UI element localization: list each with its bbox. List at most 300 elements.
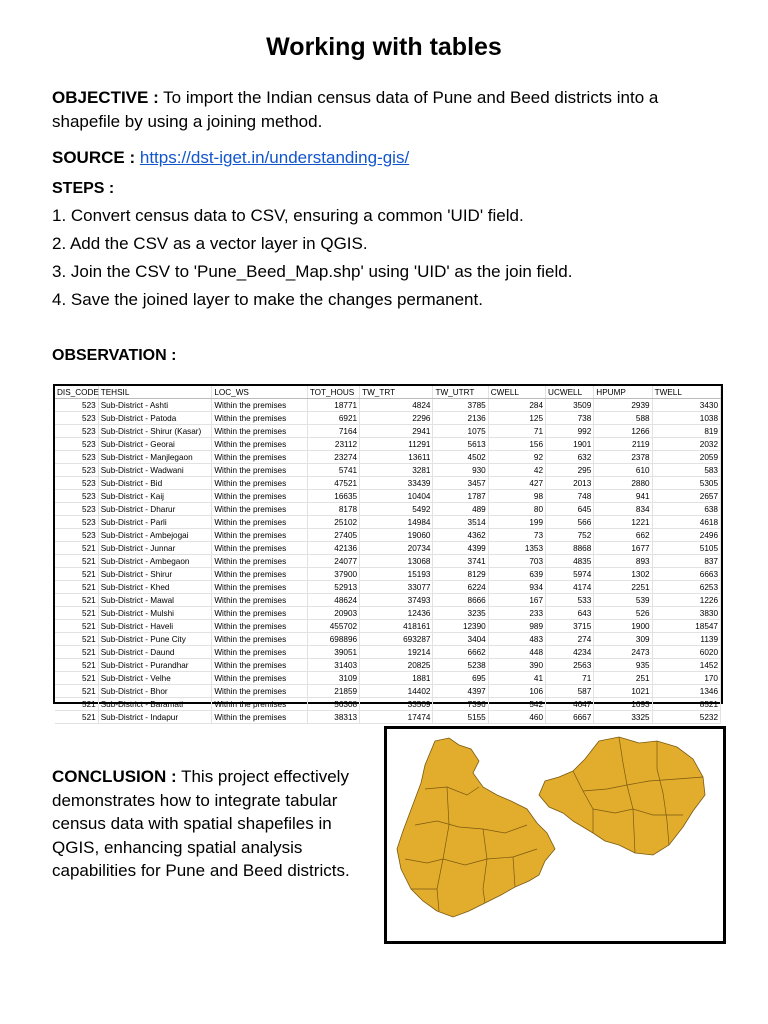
table-cell: 521: [55, 542, 98, 555]
table-cell: 5232: [652, 711, 720, 724]
table-cell: 542: [488, 698, 545, 711]
table-cell: 3715: [546, 620, 594, 633]
table-cell: 10404: [360, 490, 433, 503]
table-cell: 1038: [652, 412, 720, 425]
census-table: [55, 386, 721, 724]
table-row: [55, 529, 721, 542]
table-cell: 11291: [360, 438, 433, 451]
table-cell: 27405: [307, 529, 359, 542]
table-header-cell: CWELL: [488, 386, 545, 399]
table-cell: 8129: [433, 568, 488, 581]
table-cell: 125: [488, 412, 545, 425]
objective-label: OBJECTIVE :: [52, 88, 159, 107]
table-row: [55, 399, 721, 412]
table-cell: 4397: [433, 685, 488, 698]
table-cell: Sub-District - Parli: [98, 516, 212, 529]
table-cell: Sub-District - Purandhar: [98, 659, 212, 672]
table-cell: Sub-District - Georai: [98, 438, 212, 451]
table-cell: Sub-District - Ambegaon: [98, 555, 212, 568]
table-cell: 455702: [307, 620, 359, 633]
table-cell: 1787: [433, 490, 488, 503]
table-cell: 42136: [307, 542, 359, 555]
table-cell: 92: [488, 451, 545, 464]
table-cell: 73: [488, 529, 545, 542]
table-cell: 587: [546, 685, 594, 698]
observation-label: OBSERVATION :: [52, 347, 177, 364]
table-cell: 5613: [433, 438, 488, 451]
table-cell: 3430: [652, 399, 720, 412]
table-cell: Sub-District - Pune City: [98, 633, 212, 646]
table-cell: Sub-District - Manjlegaon: [98, 451, 212, 464]
table-cell: 588: [594, 412, 652, 425]
table-cell: 170: [652, 672, 720, 685]
table-cell: 37900: [307, 568, 359, 581]
table-cell: 2136: [433, 412, 488, 425]
table-row: [55, 412, 721, 425]
table-cell: Within the premises: [212, 620, 308, 633]
source-label: SOURCE :: [52, 148, 136, 167]
table-cell: 583: [652, 464, 720, 477]
table-cell: 566: [546, 516, 594, 529]
table-cell: Sub-District - Khed: [98, 581, 212, 594]
table-cell: 251: [594, 672, 652, 685]
table-cell: 6224: [433, 581, 488, 594]
table-cell: 80: [488, 503, 545, 516]
table-cell: 992: [546, 425, 594, 438]
table-cell: 752: [546, 529, 594, 542]
table-cell: 4234: [546, 646, 594, 659]
table-cell: 295: [546, 464, 594, 477]
table-cell: 521: [55, 581, 98, 594]
table-cell: 1881: [360, 672, 433, 685]
step-item-1: 1. Convert census data to CSV, ensuring a common 'UID' field.: [52, 206, 524, 225]
table-cell: 3785: [433, 399, 488, 412]
table-cell: 523: [55, 412, 98, 425]
table-cell: 33439: [360, 477, 433, 490]
table-cell: 610: [594, 464, 652, 477]
table-row: [55, 698, 721, 711]
table-cell: 4618: [652, 516, 720, 529]
table-cell: 1677: [594, 542, 652, 555]
table-cell: 71: [488, 425, 545, 438]
table-cell: 523: [55, 464, 98, 477]
source-line: [52, 146, 712, 170]
table-row: [55, 555, 721, 568]
table-cell: 6253: [652, 581, 720, 594]
table-cell: 4824: [360, 399, 433, 412]
table-cell: 8666: [433, 594, 488, 607]
table-cell: 21859: [307, 685, 359, 698]
source-link[interactable]: https://dst-iget.in/understanding-gis/: [139, 148, 410, 167]
table-cell: 52913: [307, 581, 359, 594]
table-row: [55, 477, 721, 490]
table-cell: 639: [488, 568, 545, 581]
table-cell: 521: [55, 646, 98, 659]
table-row: [55, 516, 721, 529]
table-cell: 1221: [594, 516, 652, 529]
table-cell: 4502: [433, 451, 488, 464]
table-cell: 1693: [594, 698, 652, 711]
table-header-cell: TW_UTRT: [433, 386, 488, 399]
table-cell: Sub-District - Bhor: [98, 685, 212, 698]
table-cell: 3235: [433, 607, 488, 620]
beed-district: [539, 737, 705, 855]
table-row: [55, 685, 721, 698]
table-cell: 3109: [307, 672, 359, 685]
table-row: [55, 490, 721, 503]
table-cell: Sub-District - Mawal: [98, 594, 212, 607]
table-cell: 2378: [594, 451, 652, 464]
table-cell: 18547: [652, 620, 720, 633]
table-cell: Sub-District - Bid: [98, 477, 212, 490]
table-cell: 274: [546, 633, 594, 646]
steps-label: STEPS :: [52, 180, 115, 197]
table-cell: 523: [55, 529, 98, 542]
table-cell: 930: [433, 464, 488, 477]
table-cell: 18771: [307, 399, 359, 412]
table-row: [55, 542, 721, 555]
table-header-cell: TOT_HOUS: [307, 386, 359, 399]
table-cell: 41: [488, 672, 545, 685]
table-cell: 6663: [652, 568, 720, 581]
table-cell: 48624: [307, 594, 359, 607]
step-item-4: 4. Save the joined layer to make the changes permanent.: [52, 290, 483, 309]
table-cell: Within the premises: [212, 464, 308, 477]
table-cell: 1900: [594, 620, 652, 633]
table-cell: 8178: [307, 503, 359, 516]
table-cell: Within the premises: [212, 516, 308, 529]
table-cell: 3281: [360, 464, 433, 477]
table-cell: 5155: [433, 711, 488, 724]
table-cell: 523: [55, 490, 98, 503]
table-cell: 13068: [360, 555, 433, 568]
table-cell: 15193: [360, 568, 433, 581]
table-cell: 521: [55, 620, 98, 633]
table-cell: Within the premises: [212, 425, 308, 438]
table-cell: Within the premises: [212, 503, 308, 516]
table-cell: 521: [55, 633, 98, 646]
table-cell: 20903: [307, 607, 359, 620]
table-cell: 14402: [360, 685, 433, 698]
table-header-cell: UCWELL: [546, 386, 594, 399]
table-cell: Sub-District - Mulshi: [98, 607, 212, 620]
table-cell: 2032: [652, 438, 720, 451]
table-cell: 989: [488, 620, 545, 633]
table-cell: 2939: [594, 399, 652, 412]
table-cell: Within the premises: [212, 633, 308, 646]
table-cell: 19060: [360, 529, 433, 542]
table-cell: 521: [55, 594, 98, 607]
pune-district: [397, 738, 555, 917]
table-cell: 521: [55, 672, 98, 685]
table-cell: Sub-District - Daund: [98, 646, 212, 659]
table-cell: 19214: [360, 646, 433, 659]
table-cell: 819: [652, 425, 720, 438]
table-cell: 662: [594, 529, 652, 542]
table-header-cell: TW_TRT: [360, 386, 433, 399]
table-cell: 47521: [307, 477, 359, 490]
table-cell: 523: [55, 399, 98, 412]
table-cell: 4647: [546, 698, 594, 711]
table-cell: 523: [55, 425, 98, 438]
table-cell: 4362: [433, 529, 488, 542]
table-cell: 2119: [594, 438, 652, 451]
table-cell: Sub-District - Junnar: [98, 542, 212, 555]
table-cell: 13611: [360, 451, 433, 464]
table-cell: 106: [488, 685, 545, 698]
table-cell: 5741: [307, 464, 359, 477]
table-cell: 3404: [433, 633, 488, 646]
table-cell: 33077: [360, 581, 433, 594]
table-cell: 523: [55, 477, 98, 490]
table-cell: 8521: [652, 698, 720, 711]
table-header-cell: TWELL: [652, 386, 720, 399]
table-cell: 698896: [307, 633, 359, 646]
table-cell: Sub-District - Ambejogai: [98, 529, 212, 542]
table-cell: 645: [546, 503, 594, 516]
table-cell: 837: [652, 555, 720, 568]
table-cell: 33509: [360, 698, 433, 711]
table-cell: 2563: [546, 659, 594, 672]
table-cell: 5492: [360, 503, 433, 516]
table-cell: 156: [488, 438, 545, 451]
conclusion-label: CONCLUSION :: [52, 767, 177, 786]
table-cell: 12390: [433, 620, 488, 633]
table-cell: 448: [488, 646, 545, 659]
table-cell: Within the premises: [212, 529, 308, 542]
table-row: [55, 659, 721, 672]
table-cell: Within the premises: [212, 477, 308, 490]
step-item-3: 3. Join the CSV to 'Pune_Beed_Map.shp' using 'UID' as the join field.: [52, 262, 573, 281]
table-row: [55, 633, 721, 646]
table-cell: 25102: [307, 516, 359, 529]
table-cell: 1901: [546, 438, 594, 451]
table-cell: 14984: [360, 516, 433, 529]
table-cell: 42: [488, 464, 545, 477]
table-cell: 2296: [360, 412, 433, 425]
table-cell: Within the premises: [212, 672, 308, 685]
table-cell: 12436: [360, 607, 433, 620]
table-cell: 2880: [594, 477, 652, 490]
table-cell: 489: [433, 503, 488, 516]
table-cell: 523: [55, 503, 98, 516]
table-cell: 1346: [652, 685, 720, 698]
table-cell: 638: [652, 503, 720, 516]
table-cell: 539: [594, 594, 652, 607]
table-cell: Sub-District - Haveli: [98, 620, 212, 633]
table-header-cell: TEHSIL: [98, 386, 212, 399]
table-cell: 1139: [652, 633, 720, 646]
table-cell: 7164: [307, 425, 359, 438]
table-cell: 1353: [488, 542, 545, 555]
table-cell: 834: [594, 503, 652, 516]
table-cell: 738: [546, 412, 594, 425]
table-cell: 390: [488, 659, 545, 672]
table-cell: Sub-District - Dharur: [98, 503, 212, 516]
table-cell: 2059: [652, 451, 720, 464]
table-cell: 16635: [307, 490, 359, 503]
table-cell: 4399: [433, 542, 488, 555]
table-cell: Sub-District - Baramati: [98, 698, 212, 711]
table-cell: 284: [488, 399, 545, 412]
objective-text: To import the Indian census data of Pune and Beed districts into a shapefile by using a joining method.: [52, 88, 659, 131]
table-cell: Sub-District - Shirur (Kasar): [98, 425, 212, 438]
pune-outline: [397, 738, 555, 917]
table-cell: 24077: [307, 555, 359, 568]
table-row: [55, 607, 721, 620]
table-cell: 2251: [594, 581, 652, 594]
table-cell: Sub-District - Patoda: [98, 412, 212, 425]
page-title: Working with tables: [266, 33, 502, 61]
table-cell: Within the premises: [212, 555, 308, 568]
table-cell: 695: [433, 672, 488, 685]
table-cell: 893: [594, 555, 652, 568]
table-cell: 31403: [307, 659, 359, 672]
table-cell: 17474: [360, 711, 433, 724]
table-cell: 748: [546, 490, 594, 503]
table-cell: 2941: [360, 425, 433, 438]
table-cell: 4835: [546, 555, 594, 568]
table-cell: 521: [55, 698, 98, 711]
table-cell: 98: [488, 490, 545, 503]
table-row: [55, 451, 721, 464]
table-row: [55, 425, 721, 438]
table-cell: 5974: [546, 568, 594, 581]
table-cell: 6662: [433, 646, 488, 659]
table-cell: 7396: [433, 698, 488, 711]
table-cell: Sub-District - Ashti: [98, 399, 212, 412]
table-cell: 167: [488, 594, 545, 607]
table-cell: 2657: [652, 490, 720, 503]
table-cell: 23274: [307, 451, 359, 464]
table-cell: 2013: [546, 477, 594, 490]
table-cell: Within the premises: [212, 542, 308, 555]
table-cell: Within the premises: [212, 581, 308, 594]
table-cell: Within the premises: [212, 451, 308, 464]
table-cell: 632: [546, 451, 594, 464]
table-cell: Within the premises: [212, 646, 308, 659]
table-cell: Within the premises: [212, 685, 308, 698]
table-cell: 521: [55, 555, 98, 568]
district-map-svg: [387, 729, 723, 941]
table-cell: 4174: [546, 581, 594, 594]
table-cell: 521: [55, 685, 98, 698]
table-cell: 3514: [433, 516, 488, 529]
table-cell: 5238: [433, 659, 488, 672]
objective-paragraph: [52, 86, 712, 133]
table-cell: 1302: [594, 568, 652, 581]
table-row: [55, 568, 721, 581]
table-cell: 533: [546, 594, 594, 607]
table-cell: 427: [488, 477, 545, 490]
table-cell: 3509: [546, 399, 594, 412]
table-header-row: [55, 386, 721, 399]
table-cell: 523: [55, 451, 98, 464]
table-cell: Within the premises: [212, 399, 308, 412]
table-row: [55, 646, 721, 659]
table-cell: Sub-District - Velhe: [98, 672, 212, 685]
table-cell: 20734: [360, 542, 433, 555]
table-cell: 6667: [546, 711, 594, 724]
table-header-cell: DIS_CODE: [57, 387, 99, 397]
table-cell: 934: [488, 581, 545, 594]
table-cell: 1452: [652, 659, 720, 672]
table-row: [55, 594, 721, 607]
pune-beed-map: [384, 726, 726, 944]
table-cell: 693287: [360, 633, 433, 646]
table-cell: Sub-District - Kaij: [98, 490, 212, 503]
table-cell: 23112: [307, 438, 359, 451]
table-cell: 935: [594, 659, 652, 672]
table-header-cell: LOC_WS: [212, 386, 308, 399]
table-cell: 8868: [546, 542, 594, 555]
table-cell: 2496: [652, 529, 720, 542]
table-cell: 309: [594, 633, 652, 646]
table-cell: Sub-District - Indapur: [98, 711, 212, 724]
table-cell: Within the premises: [212, 607, 308, 620]
table-cell: Within the premises: [212, 659, 308, 672]
table-cell: Within the premises: [212, 594, 308, 607]
table-cell: 2473: [594, 646, 652, 659]
table-row: [55, 464, 721, 477]
table-cell: 3325: [594, 711, 652, 724]
table-cell: 941: [594, 490, 652, 503]
table-row: [55, 672, 721, 685]
table-cell: 71: [546, 672, 594, 685]
conclusion-text: This project effectively demonstrates how to integrate tabular census data with spatial shapefiles in QGIS, enhancing spatial analysis capabilities for Pune and Beed districts.: [52, 767, 350, 880]
table-cell: 526: [594, 607, 652, 620]
table-cell: 1226: [652, 594, 720, 607]
table-cell: 233: [488, 607, 545, 620]
table-cell: 521: [55, 568, 98, 581]
table-cell: Within the premises: [212, 412, 308, 425]
table-cell: 521: [55, 711, 98, 724]
step-item-2: 2. Add the CSV as a vector layer in QGIS.: [52, 234, 368, 253]
table-cell: Within the premises: [212, 438, 308, 451]
table-cell: 1021: [594, 685, 652, 698]
table-cell: 20825: [360, 659, 433, 672]
table-cell: 1075: [433, 425, 488, 438]
table-body: [55, 399, 721, 724]
table-cell: 3741: [433, 555, 488, 568]
table-cell: 418161: [360, 620, 433, 633]
table-cell: Sub-District - Shirur: [98, 568, 212, 581]
table-cell: 703: [488, 555, 545, 568]
table-cell: Within the premises: [212, 490, 308, 503]
table-cell: Within the premises: [212, 711, 308, 724]
table-cell: Within the premises: [212, 568, 308, 581]
table-cell: 523: [55, 438, 98, 451]
table-cell: 6020: [652, 646, 720, 659]
table-cell: 460: [488, 711, 545, 724]
table-cell: 3457: [433, 477, 488, 490]
table-cell: 38313: [307, 711, 359, 724]
table-cell: 523: [55, 516, 98, 529]
table-row: [55, 711, 721, 724]
table-cell: 56308: [307, 698, 359, 711]
table-cell: Within the premises: [212, 698, 308, 711]
table-cell: Sub-District - Wadwani: [98, 464, 212, 477]
table-row: [55, 620, 721, 633]
table-cell: 199: [488, 516, 545, 529]
table-cell: 1266: [594, 425, 652, 438]
table-cell: 37493: [360, 594, 433, 607]
table-cell: 39051: [307, 646, 359, 659]
table-cell: 483: [488, 633, 545, 646]
table-cell: 643: [546, 607, 594, 620]
table-cell: 5105: [652, 542, 720, 555]
table-cell: 3830: [652, 607, 720, 620]
